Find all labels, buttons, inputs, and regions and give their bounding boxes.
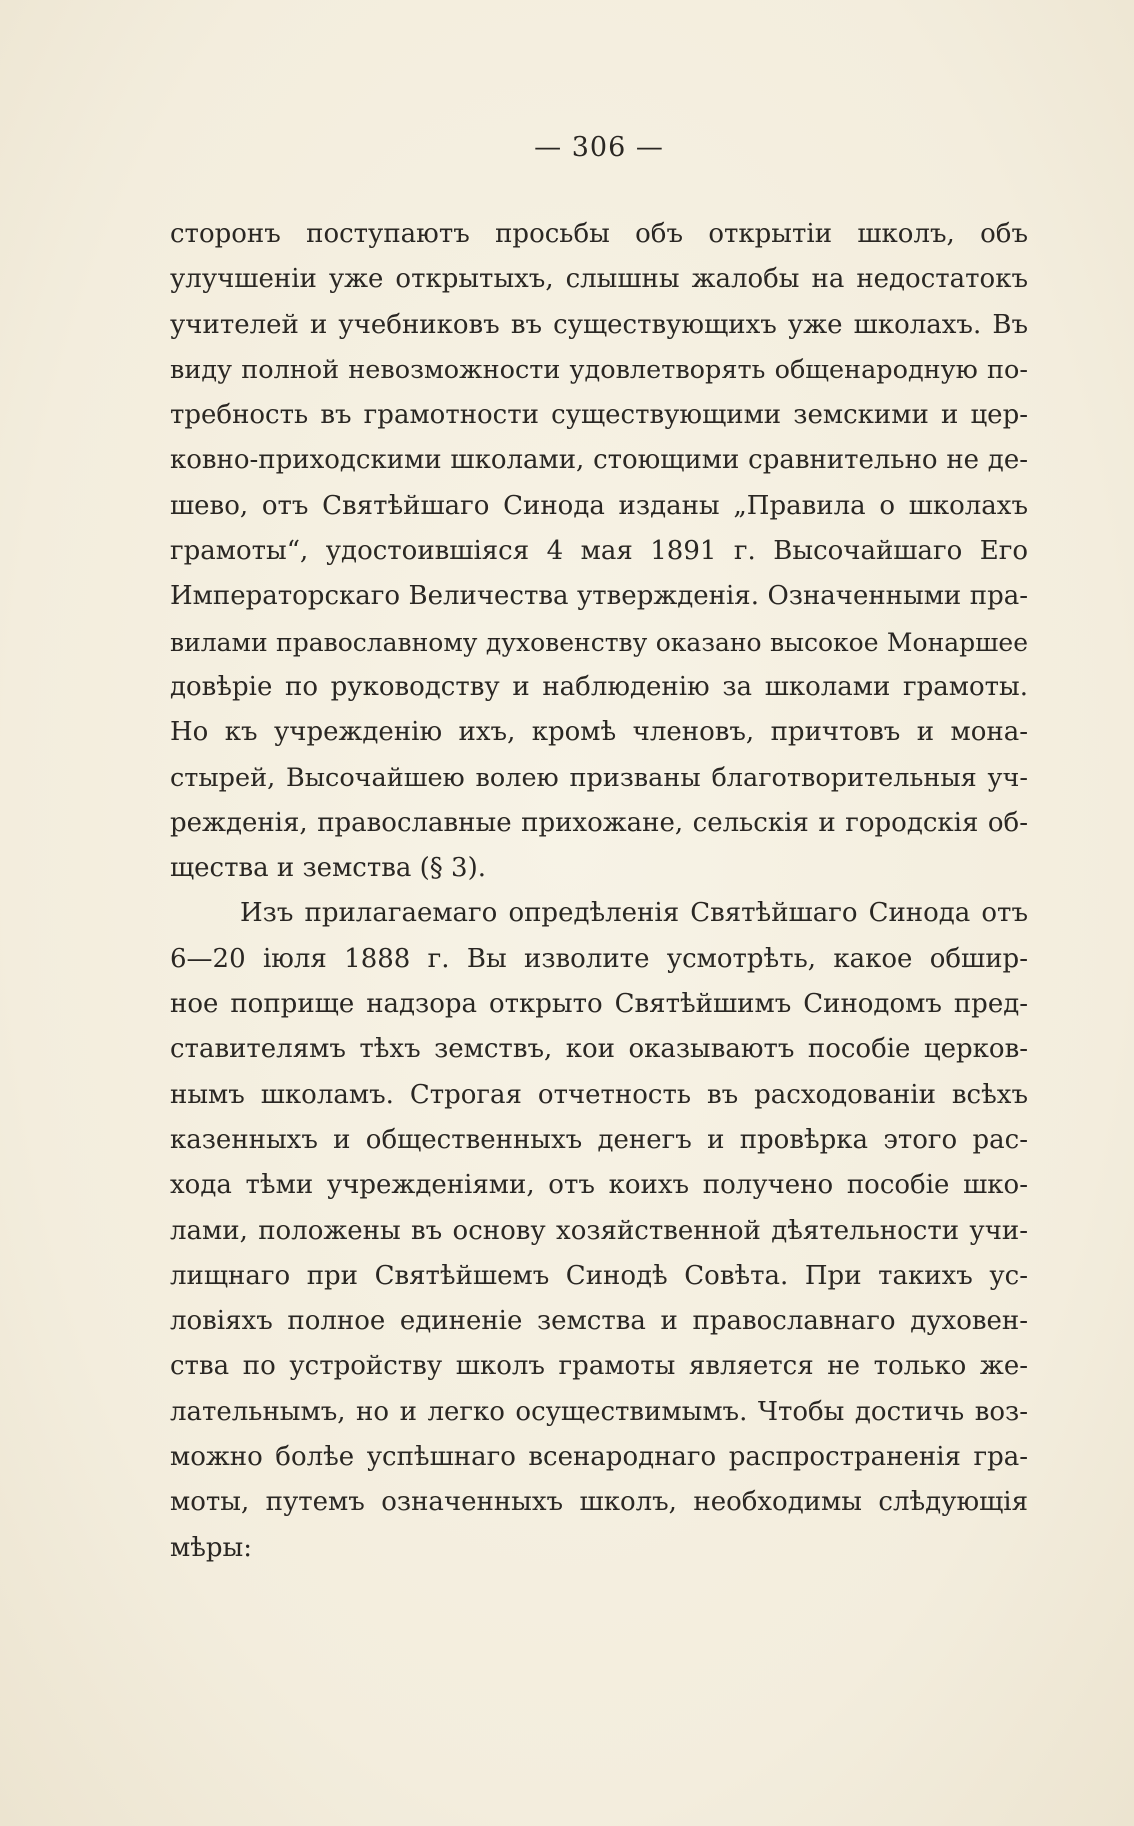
body-text [170, 212, 1028, 1571]
text-line: режденія, православные прихожане, сельскія и городскія об- [170, 807, 1028, 838]
text-line: казенныхъ и общественныхъ денегъ и провѣрка этого рас- [170, 1124, 1028, 1155]
text-line: хода тѣми учрежденіями, отъ коихъ получено пособіе шко- [170, 1170, 1028, 1201]
text-line: учителей и учебниковъ въ существующихъ уже школахъ. Въ [170, 309, 1028, 340]
text-line: ловіяхъ полное единеніе земства и православнаго духовен- [170, 1306, 1028, 1337]
text-line: ставителямъ тѣхъ земствъ, кои оказываютъ пособіе церков- [170, 1034, 1028, 1065]
text-line: ковно-приходскими школами, стоющими сравнительно не де- [170, 445, 1028, 476]
text-line: улучшеніи уже открытыхъ, слышны жалобы на недостатокъ [170, 264, 1028, 295]
text-line: 6—20 іюля 1888 г. Вы изволите усмотрѣть, какое обшир- [170, 943, 1028, 974]
text-line: моты, путемъ означенныхъ школъ, необходимы слѣдующія [170, 1487, 1028, 1518]
text-line: стырей, Высочайшею волею призваны благотворительныя уч- [170, 762, 1028, 793]
text-line: лами, положены въ основу хозяйственной дѣятельности учи- [170, 1215, 1028, 1246]
text-line: сторонъ поступаютъ просьбы объ открытіи школъ, объ [170, 219, 1028, 249]
text-line: Изъ прилагаемаго опредѣленія Святѣйшаго Синода отъ [240, 898, 1028, 929]
text-line: лательнымъ, но и легко осуществимымъ. Чтобы достичь воз- [170, 1396, 1028, 1427]
text-line: ное поприще надзора открыто Святѣйшимъ Синодомъ пред- [170, 989, 1028, 1020]
text-line: вилами православному духовенству оказано высокое Монаршее [170, 627, 1028, 657]
text-line: Императорскаго Величества утвержденія. Означенными пра- [170, 581, 1028, 612]
text-line: мѣры: [170, 1532, 252, 1563]
text-line: виду полной невозможности удовлетворять общенародную по- [170, 354, 1028, 385]
text-line: можно болѣе успѣшнаго всенароднаго распространенія гра- [170, 1442, 1028, 1473]
text-line: требность въ грамотности существующими земскими и цер- [170, 400, 1028, 431]
text-line: нымъ школамъ. Строгая отчетность въ расходованіи всѣхъ [170, 1079, 1028, 1110]
text-line: шево, отъ Святѣйшаго Синода изданы „Правила о школахъ [170, 490, 1028, 521]
text-line: щества и земства (§ 3). [170, 853, 486, 884]
text-line: грамоты“, удостоившіяся 4 мая 1891 г. Высочайшаго Его [170, 536, 1028, 567]
page-number: — 306 — [534, 132, 664, 163]
text-line: довѣріе по руководству и наблюденію за школами грамоты. [170, 671, 1028, 702]
text-line: Но къ учрежденію ихъ, кромѣ членовъ, причтовъ и мона- [170, 717, 1028, 748]
text-line: лищнаго при Святѣйшемъ Синодѣ Совѣта. При такихъ ус- [170, 1260, 1028, 1291]
text-line: ства по устройству школъ грамоты является не только же- [170, 1351, 1028, 1382]
